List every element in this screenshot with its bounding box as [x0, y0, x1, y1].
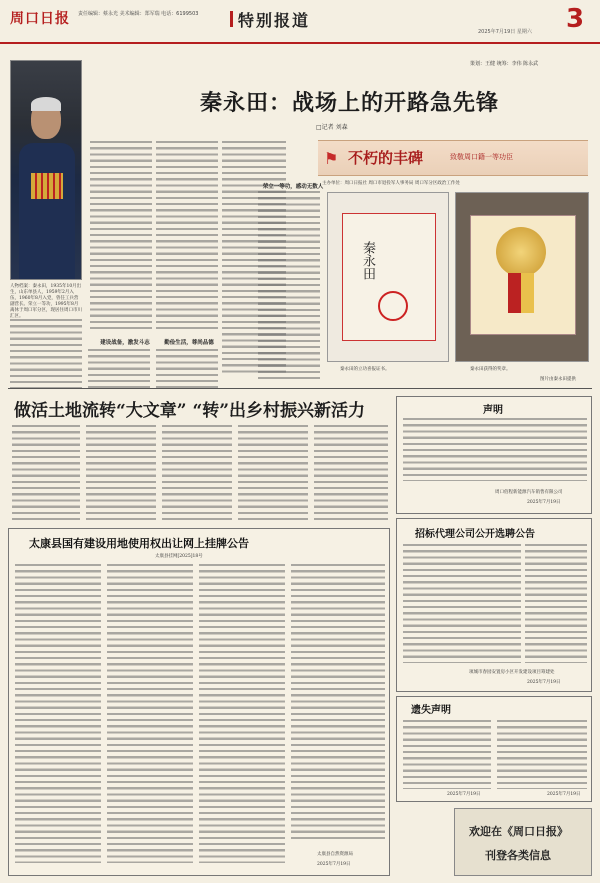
masthead	[0, 0, 600, 44]
section-title: 特别报道	[238, 8, 310, 31]
land-notice-col2	[107, 563, 193, 863]
agent-selection-notice	[396, 518, 592, 692]
feature-subhead-2: 荣立一等功，感动无数人	[262, 184, 324, 190]
medal-photo	[455, 192, 589, 362]
flag-icon: ⚑	[324, 149, 339, 168]
agent-notice-body-2	[525, 543, 587, 663]
feature-byline: □记者 刘森	[316, 124, 348, 131]
lost-notice-col1	[403, 719, 491, 789]
seal-icon	[378, 291, 408, 321]
lost-notice-date-2: 2025年7月19日	[547, 792, 581, 797]
lost-notice-title: 遗失声明	[411, 705, 451, 716]
newspaper-logo: 周口日报	[10, 11, 70, 27]
statement-title: 声明	[483, 405, 503, 416]
banner-organizers: 主办单位：周口日报社 周口市退役军人事务局 周口军分区政治工作处	[322, 181, 460, 186]
feature-text-col7	[156, 348, 218, 388]
article2-text-col4	[238, 424, 308, 524]
agent-notice-issuer: 项城市春园安置房小区开发建设项目筹建处	[469, 670, 555, 675]
banner-subtitle: 致敬周口籍一等功臣	[450, 153, 513, 161]
article2-text-col5	[314, 424, 388, 524]
feature-text-col1	[90, 140, 152, 330]
statement-body	[403, 417, 587, 481]
series-banner	[318, 140, 588, 176]
advertisement-box[interactable]	[454, 808, 592, 876]
article2-headline[interactable]: 做活土地流转“大文章” “转”出乡村振兴新活力	[14, 401, 366, 421]
ad-line-1: 欢迎在《周口日报》	[469, 825, 568, 838]
page-number: 3	[566, 4, 585, 34]
agent-notice-date: 2025年7月19日	[527, 680, 561, 685]
land-notice-date: 2025年7月19日	[317, 862, 351, 867]
land-notice-title: 太康县国有建设用地使用权出让网上挂牌公告	[29, 537, 249, 550]
certificate-photo	[327, 192, 449, 362]
photo-credit: 图片由秦永田提供	[540, 377, 576, 382]
land-notice-col3	[199, 563, 285, 863]
article2-text-col3	[162, 424, 232, 524]
certificate-name: 秦永田	[360, 241, 375, 280]
agent-notice-body	[403, 543, 521, 663]
certificate-caption: 秦永田的立功喜报证书。	[340, 367, 390, 372]
certificate-paper	[342, 213, 436, 341]
medal-caption: 秦永田获得的奖章。	[470, 367, 511, 372]
portrait-figure	[19, 143, 75, 279]
editor-info: 责任编辑：蔡永光 美术编辑：郑军瑞 电话：6199503	[78, 11, 199, 17]
feature-text-col4	[258, 190, 320, 380]
statement-company: 周口佰程新能源汽车销售有限公司	[495, 490, 563, 495]
portrait-caption: 人物档案：秦永田，1935年10月出生，山东单县人，1959年2月入伍，1960年8月入党，曾任工兵营副营长。荣立一等功，1995年8月离休于周口军分区，现居住周口市川汇区。	[10, 284, 82, 319]
statement-date: 2025年7月19日	[527, 500, 561, 505]
lost-notice	[396, 696, 592, 802]
article2-text-col1	[12, 424, 80, 524]
portrait-photo	[10, 60, 82, 280]
publication-date: 2025年7月19日 星期六	[478, 29, 532, 35]
land-notice-issuer: 太康县自然资源局	[317, 852, 353, 857]
lost-notice-date-1: 2025年7月19日	[447, 792, 481, 797]
land-auction-notice	[8, 528, 390, 876]
ribbon-icon	[508, 273, 534, 313]
article2-text-col2	[86, 424, 156, 524]
feature-subhead-3: 勤俭生活，尊尚品德	[164, 340, 214, 346]
statement-notice	[396, 396, 592, 514]
agent-notice-title: 招标代理公司公开选聘公告	[415, 529, 535, 540]
feature-text-col2	[156, 140, 218, 330]
ad-line-2: 刊登各类信息	[485, 849, 551, 862]
feature-credit: 策划：王健 统筹：李伟 陈永武	[470, 61, 539, 67]
land-notice-col4	[291, 563, 385, 843]
banner-title: 不朽的丰碑	[348, 149, 424, 167]
feature-text-col6	[88, 348, 150, 388]
feature-headline[interactable]: 秦永田：战场上的开路急先锋	[200, 90, 500, 116]
feature-text-col5	[10, 318, 82, 388]
land-notice-col1	[15, 563, 101, 863]
land-notice-ref: 太康县挂网[2025]18号	[155, 554, 203, 559]
medal-icon	[496, 227, 546, 277]
lost-notice-col2	[497, 719, 587, 789]
divider	[8, 388, 592, 389]
portrait-hair	[31, 97, 61, 111]
feature-subhead-1: 建设战备，激发斗志	[100, 340, 150, 346]
